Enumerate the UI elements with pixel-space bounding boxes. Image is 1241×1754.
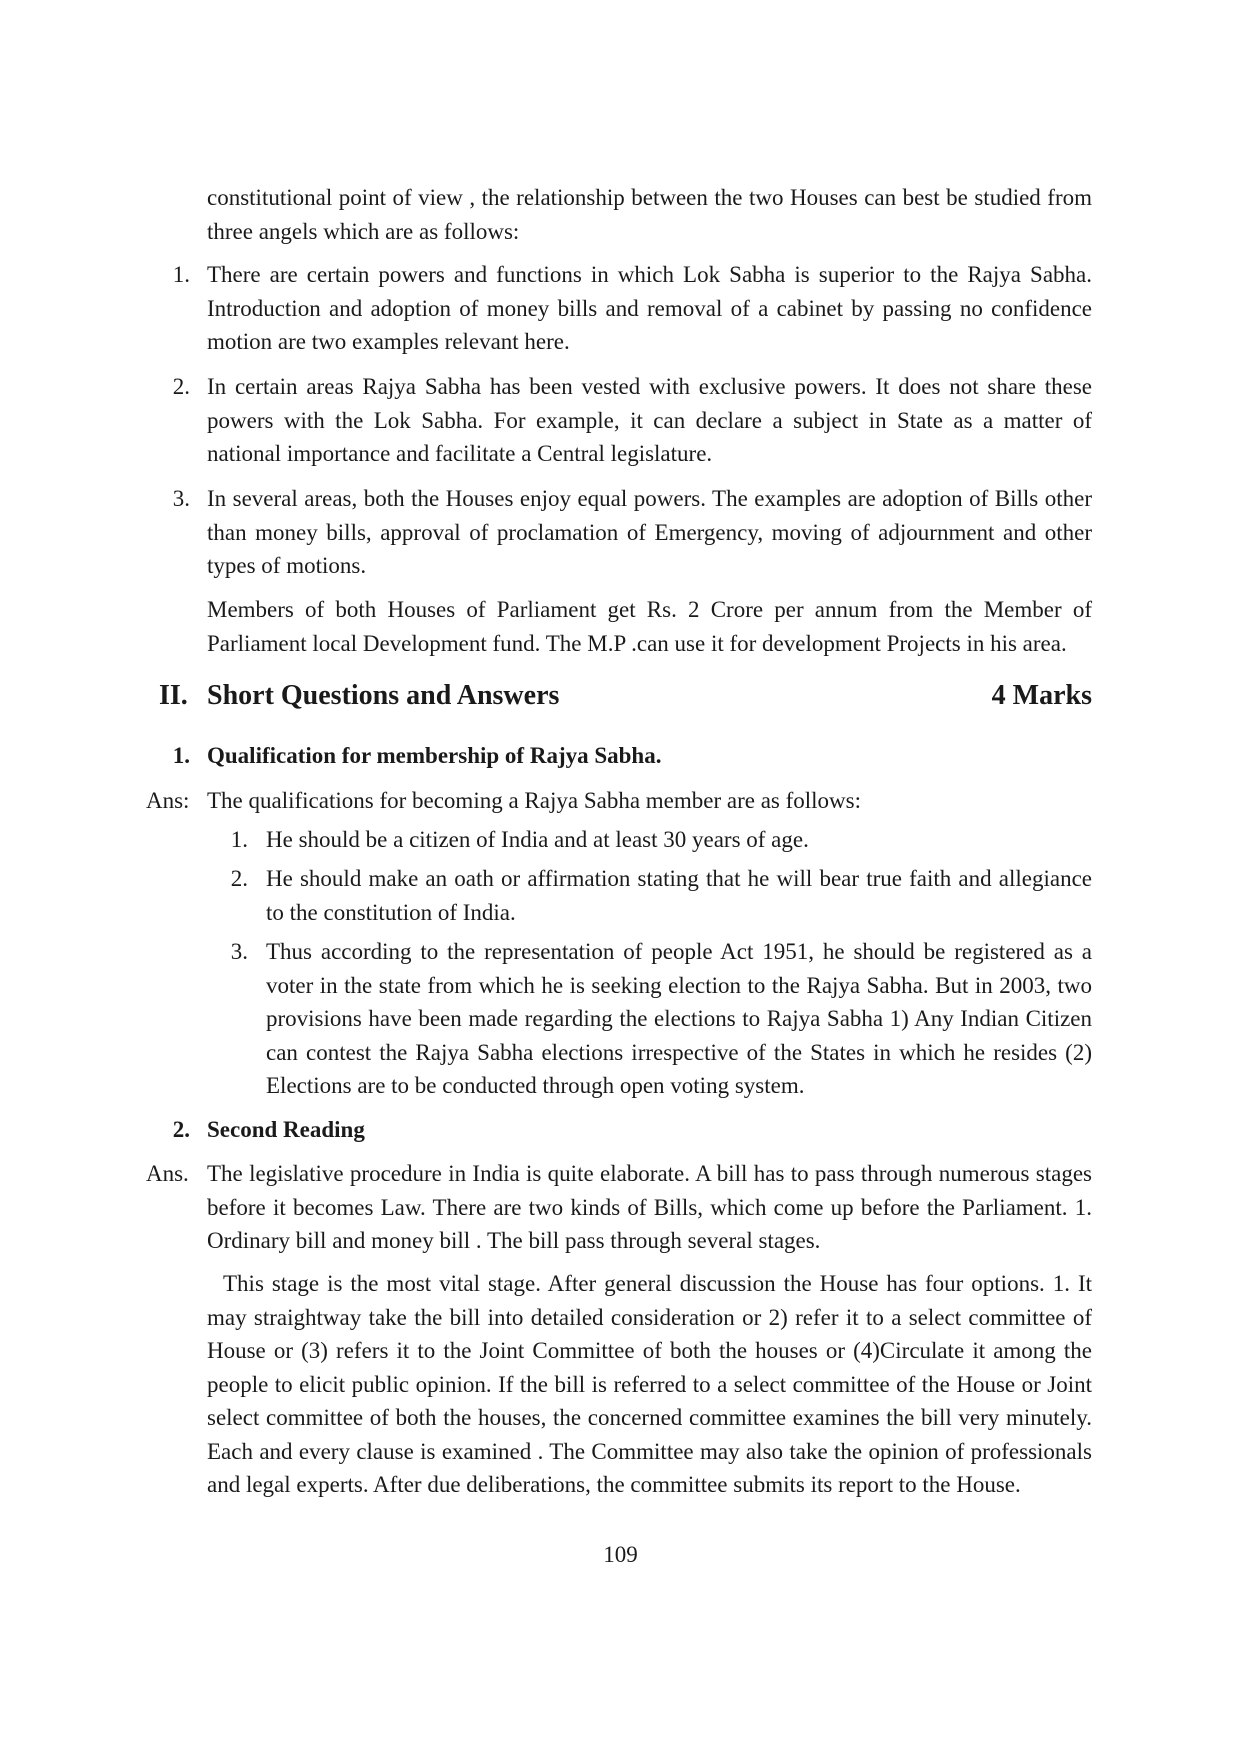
list-number: 2. (172, 374, 190, 399)
question-number: 1. (172, 743, 190, 768)
list-text: In several areas, both the Houses enjoy equal powers. The examples are adoption of Bills other than money bills, approval of proclamation of Emergency, moving of adjournment and other types of motions. (207, 486, 1092, 578)
list-number: 1. (230, 827, 248, 852)
list-number: 3. (172, 486, 190, 511)
list-text: He should be a citizen of India and at least 30 years of age. (266, 827, 809, 852)
question-text: Qualification for membership of Rajya Sabha. (207, 743, 662, 768)
question-number: 2. (172, 1117, 190, 1142)
intro-paragraph: constitutional point of view , the relationship between the two Houses can best be studied from three angels which are as follows: (207, 185, 1092, 244)
answer-paragraph-2: This stage is the most vital stage. After general discussion the House has four options. 1. It may straightway take the bill into detailed consideration or 2) refer it to a select committee of House or (3) refers it to the Joint Committee of both the houses or (4)Circulate it among the people to elicit public opinion. If the bill is referred to a select committee of the House or Joint select committee of both the houses, the concerned committee examines the bill very minutely. Each and every clause is examined . The Committee may also take the opinion of professionals and legal experts. After due deliberations, the committee submits its report to the House. (207, 1271, 1092, 1497)
page-number: 109 (603, 1542, 638, 1567)
list-number: 2. (230, 866, 248, 891)
list-text: Thus according to the representation of people Act 1951, he should be registered as a voter in the state from which he is seeking election to the Rajya Sabha. But in 2003, two provisions have been made regarding the elections to Rajya Sabha 1) Any Indian Citizen can contest the Rajya Sabha elections irrespective of the States in which he resides (2) Elections are to be conducted through open voting system. (266, 939, 1092, 1098)
list-text: He should make an oath or affirmation stating that he will bear true faith and allegiance to the constitution of India. (266, 866, 1092, 925)
answer-label: Ans: (146, 788, 190, 813)
section-title: Short Questions and Answers (207, 680, 560, 711)
list-text: There are certain powers and functions in which Lok Sabha is superior to the Rajya Sabha. Introduction and adoption of money bills and removal of a cabinet by passing no confidence motion are two examples relevant here. (207, 262, 1092, 354)
section-heading (159, 678, 1092, 714)
list-text: In certain areas Rajya Sabha has been vested with exclusive powers. It does not share these powers with the Lok Sabha. For example, it can declare a subject in State as a matter of national importance and facilitate a Central legislature. (207, 374, 1092, 466)
question-text: Second Reading (207, 1117, 365, 1142)
section-roman-numeral: II. (159, 680, 188, 711)
answer-paragraph-1: The legislative procedure in India is quite elaborate. A bill has to pass through numerous stages before it becomes Law. There are two kinds of Bills, which come up before the Parliament. 1. Ordinary bill and money bill . The bill pass through several stages. (207, 1161, 1092, 1253)
answer-intro: The qualifications for becoming a Rajya Sabha member are as follows: (207, 788, 862, 813)
list-number: 3. (230, 939, 248, 964)
section-marks: 4 Marks (991, 680, 1092, 711)
answer-label: Ans. (146, 1161, 189, 1186)
mp-fund-paragraph: Members of both Houses of Parliament get Rs. 2 Crore per annum from the Member of Parliament local Development fund. The M.P .can use it for development Projects in his area. (207, 597, 1092, 656)
list-number: 1. (172, 262, 190, 287)
